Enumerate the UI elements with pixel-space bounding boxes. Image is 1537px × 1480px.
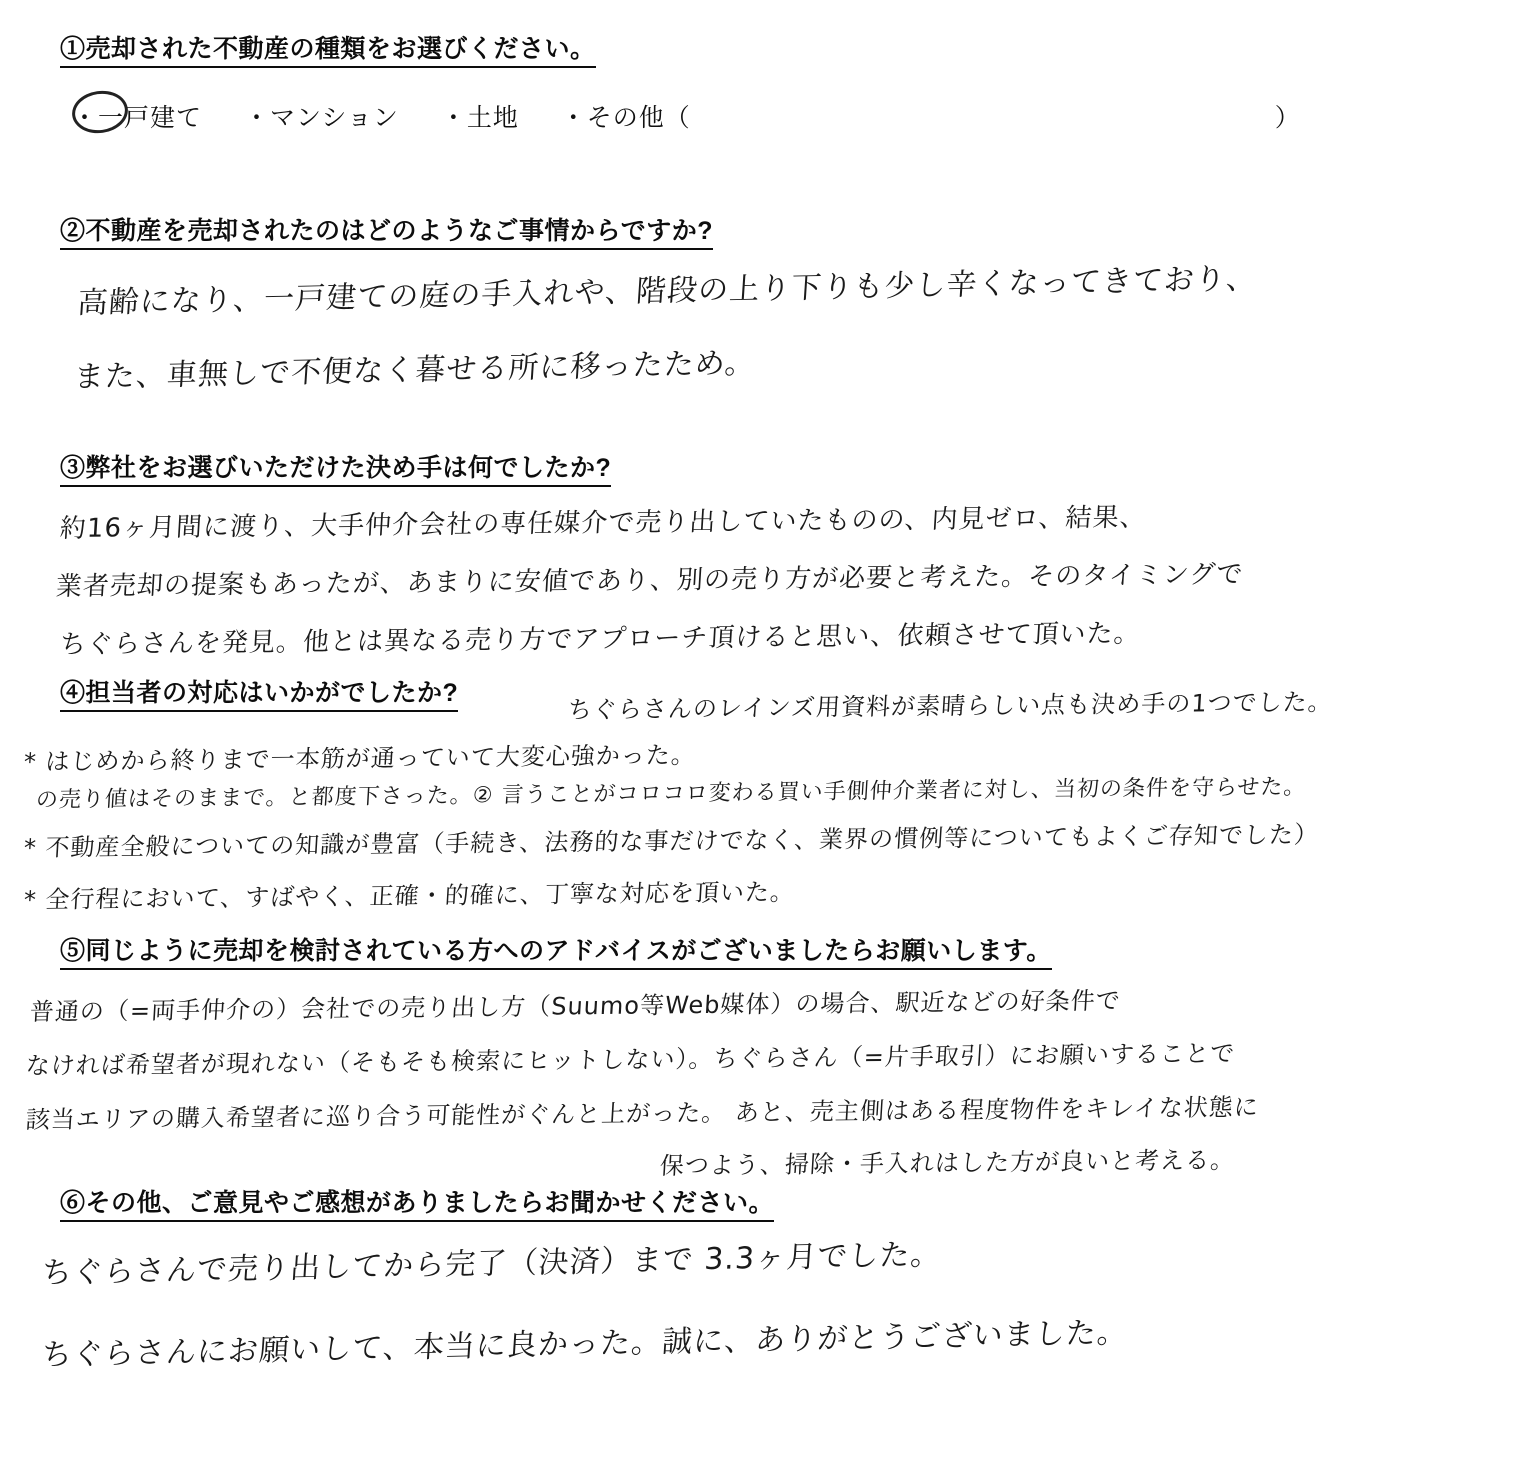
question-2-answer-line-1: 高齢になり、一戸建ての庭の手入れや、階段の上り下りも少し辛くなってきており、 bbox=[76, 261, 1259, 321]
question-5-answer-line-2: なければ希望者が現れない（そもそも検索にヒットしない）。ちぐらさん（=片手取引）にお願いすることで bbox=[25, 1039, 1236, 1080]
question-3-answer-line-3: ちぐらさんを発見。他とは異なる売り方でアプローチ頂けると思い、依頼させて頂いた。 bbox=[58, 618, 1142, 660]
question-4-answer-line-1: * はじめから終りまで一本筋が通っていて大変心強かった。 bbox=[23, 740, 697, 776]
question-3-answer-line-1: 約16ヶ月間に渡り、大手仲介会社の専任媒介で売り出していたものの、内見ゼロ、結果、 bbox=[58, 502, 1148, 544]
question-4-answer-line-3: * 不動産全般についての知識が豊富（手続き、法務的な事だけでなく、業界の慣例等についてもよくご存知でした） bbox=[23, 820, 1320, 862]
question-5-answer-line-1: 普通の（=両手仲介の）会社での売り出し方（Suumo等Web媒体）の場合、駅近などの好条件で bbox=[29, 986, 1122, 1026]
question-5-answer-line-3: 該当エリアの購入希望者に巡り合う可能性がぐんと上がった。 あと、売主側はある程度物件をキレイな状態に bbox=[25, 1093, 1260, 1134]
option-other[interactable]: ・その他（ bbox=[560, 104, 691, 132]
question-3-heading: ③弊社をお選びいただけた決め手は何でしたか? bbox=[60, 455, 611, 487]
question-6-heading: ⑥その他、ご意見やご感想がありましたらお聞かせください。 bbox=[60, 1190, 774, 1222]
question-1-options[interactable] bbox=[72, 98, 1335, 134]
question-3-answer-line-2: 業者売却の提案もあったが、あまりに安値であり、別の売り方が必要と考えた。そのタイミングで bbox=[54, 559, 1245, 602]
question-5-heading: ⑤同じように売却を検討されている方へのアドバイスがございましたらお願いします。 bbox=[60, 938, 1052, 970]
question-4-answer-line-2: の売り値はそのままで。と都度下さった。② 言うことがコロコロ変わる買い手側仲介業者に対し、当初の条件を守らせた。 bbox=[35, 774, 1308, 813]
question-4-answer-line-4: * 全行程において、すばやく、正確・的確に、丁寧な対応を頂いた。 bbox=[23, 877, 796, 914]
question-1-heading: ①売却された不動産の種類をお選びください。 bbox=[60, 36, 596, 68]
question-6-answer-line-1: ちぐらさんで売り出してから完了（決済）まで 3.3ヶ月でした。 bbox=[40, 1237, 943, 1291]
option-detached-house[interactable]: ・一戸建て bbox=[72, 104, 203, 132]
question-4-inline-note: ちぐらさんのレインズ用資料が素晴らしい点も決め手の1つでした。 bbox=[567, 687, 1334, 724]
question-6-answer-line-2: ちぐらさんにお願いして、本当に良かった。誠に、ありがとうございました。 bbox=[40, 1315, 1130, 1373]
option-apartment[interactable]: ・マンション bbox=[243, 104, 399, 132]
option-land[interactable]: ・土地 bbox=[440, 104, 519, 132]
option-other-close-paren: ） bbox=[1274, 104, 1301, 132]
question-2-answer-line-2: また、車無しで不便なく暮せる所に移ったため。 bbox=[72, 345, 757, 395]
question-2-heading: ②不動産を売却されたのはどのようなご事情からですか? bbox=[60, 218, 713, 250]
question-4-heading: ④担当者の対応はいかがでしたか? bbox=[60, 680, 458, 712]
question-5-answer-line-4: 保つよう、掃除・手入れはした方が良いと考える。 bbox=[659, 1145, 1237, 1180]
